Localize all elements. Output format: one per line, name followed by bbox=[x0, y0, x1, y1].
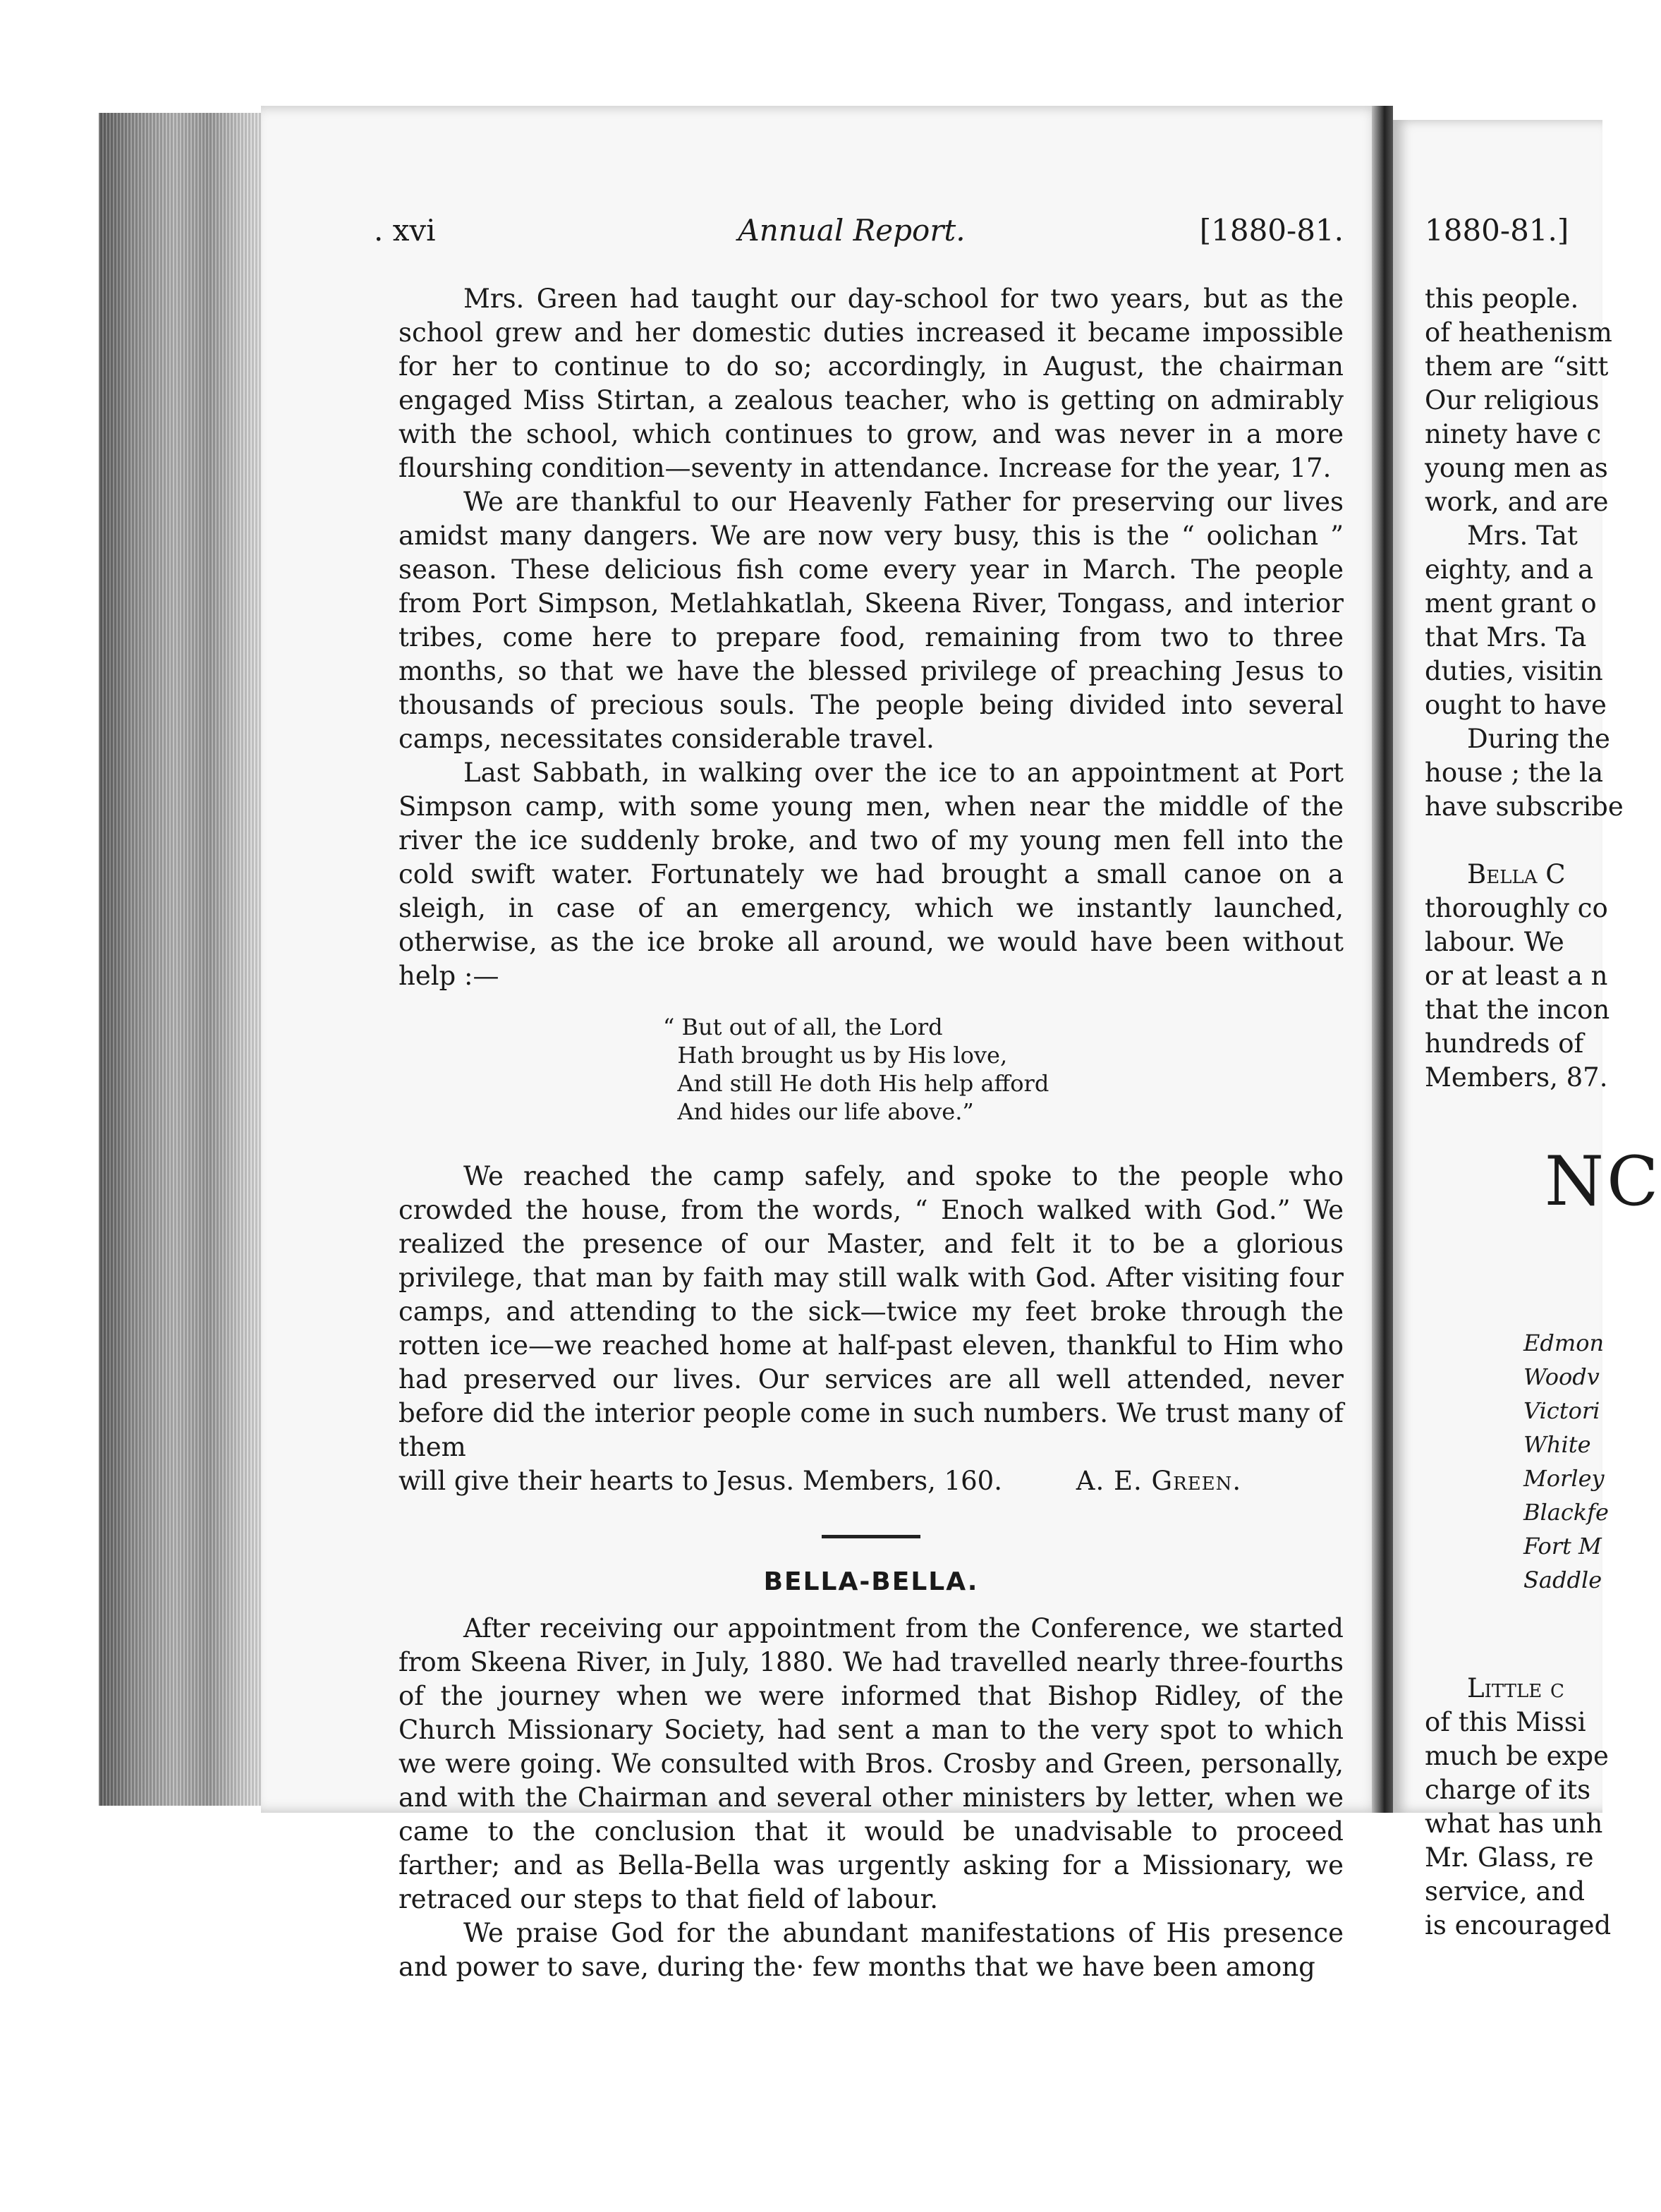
text-line: of this Missi bbox=[1425, 1707, 1586, 1737]
text-line: or at least a n bbox=[1425, 961, 1608, 991]
text-line: During the bbox=[1467, 724, 1610, 754]
text-line: ninety have c bbox=[1425, 419, 1602, 449]
paragraph: Last Sabbath, in walking over the ice to an appointment at Port Simpson camp, with some young men, when near the middle of the river the ice suddenly broke, and two of my young men fell into the cold swift water. Fortunately we had brought a small canoe on a sleigh, in case of an emergency, which we instantly launched, otherwise, as the ice broke all around, we would have been without help :— bbox=[398, 758, 1344, 991]
right-running-head: 1880-81.] bbox=[1425, 213, 1569, 248]
station-item: White bbox=[1523, 1431, 1591, 1458]
paragraph: Mrs. Green had taught our day-school for two years, but as the school grew and her domestic duties increased it became impossible for her to continue to do so; accordingly, in August, the chairman engaged Miss Stirtan, a zealous teacher, who is getting on admirably with the school, which continues to grow, and was never in a more flourshing condition—seventy in attendance. Increase for the year, 17. bbox=[398, 284, 1344, 483]
paragraph: After receiving our appointment from the Conference, we started from Skeena River, in July, 1880. We had travelled nearly three-fourths of the journey when we were informed that Bishop Ridley, of the Church Missionary Society, had sent a man to the very spot to which we were going. We consulted with Bros. Crosby and Green, personally, and with the Chairman and several other ministers by letter, when we came to the conclusion that it would be unadvisable to proceed farther; and as Bella-Bella was urgently asking for a Missionary, we retraced our steps to that field of labour. bbox=[398, 1613, 1344, 1914]
text-line: that Mrs. Ta bbox=[1425, 622, 1587, 652]
text-line: Mrs. Tat bbox=[1467, 521, 1578, 551]
right-text-column-lower bbox=[1425, 1672, 1612, 1943]
text-line: is encouraged bbox=[1425, 1910, 1612, 1940]
poem-line: And hides our life above.” bbox=[663, 1098, 974, 1125]
left-running-head bbox=[360, 206, 1344, 255]
poem-line: “ But out of all, the Lord bbox=[663, 1014, 943, 1040]
text-line: hundreds of bbox=[1425, 1028, 1584, 1059]
text-line bbox=[1425, 824, 1602, 858]
page-number: . xvi bbox=[374, 213, 436, 248]
text-line: Bella C bbox=[1467, 859, 1566, 889]
text-line: them are “sitt bbox=[1425, 351, 1609, 382]
text-line: of heathenism bbox=[1425, 317, 1612, 348]
text-line: young men as bbox=[1425, 453, 1608, 483]
poem-line: And still He doth His help afford bbox=[663, 1070, 1049, 1097]
section-title: BELLA-BELLA. bbox=[763, 1567, 979, 1596]
text-line: Little c bbox=[1467, 1673, 1564, 1703]
left-text-column bbox=[398, 282, 1344, 1984]
text-line: ment grant o bbox=[1425, 588, 1597, 619]
station-item: Morley bbox=[1523, 1465, 1605, 1492]
text-line: charge of its bbox=[1425, 1775, 1591, 1805]
text-line: service, and bbox=[1425, 1876, 1586, 1907]
text-line: this people. bbox=[1425, 284, 1579, 314]
text-line: thoroughly co bbox=[1425, 893, 1608, 923]
book-spine-edge bbox=[99, 113, 268, 1806]
paragraph: We praise God for the abundant manifestations of His presence and power to save, during the· few months that we have been among bbox=[398, 1918, 1344, 1982]
text-line: have subscribe bbox=[1425, 791, 1624, 822]
paragraph: We reached the camp safely, and spoke to the people who crowded the house, from the words, “ Enoch walked with God.” We realized the presence of our Master, and felt it to be a glorious privilege, that man by faith may still walk with God. After visiting four camps, and attending to the sick—twice my feet broke through the rotten ice—we reached home at half-past eleven, thankful to Him who had preserved our lives. Our services are all well attended, never before did the interior people come in such numbers. We trust many of them bbox=[398, 1161, 1344, 1462]
right-section-heading: NC bbox=[1545, 1142, 1661, 1221]
station-list bbox=[1523, 1326, 1609, 1597]
station-item: Fort M bbox=[1523, 1533, 1602, 1560]
section-divider bbox=[822, 1535, 920, 1538]
station-item: Edmon bbox=[1523, 1330, 1605, 1356]
station-item: Saddle bbox=[1523, 1567, 1602, 1593]
text-line: Our religious bbox=[1425, 385, 1600, 415]
station-item: Woodv bbox=[1523, 1363, 1600, 1390]
signature: A. E. Green. bbox=[1076, 1466, 1242, 1496]
station-item: Victori bbox=[1523, 1397, 1600, 1424]
book-gutter bbox=[1372, 106, 1393, 1813]
paragraph: We are thankful to our Heavenly Father for preserving our lives amidst many dangers. We are now very busy, this is the “ oolichan ” season. These delicious fish come every year in March. The people from Port Simpson, Metlahkatlah, Skeena River, Tongass, and interior tribes, come here to prepare food, remaining from two to three months, so that we have the blessed privilege of preaching Jesus to thousands of precious souls. The people being divided into several camps, necessitates considerable travel. bbox=[398, 487, 1344, 754]
text-line: Members, 87. bbox=[1425, 1062, 1608, 1093]
text-line: labour. We bbox=[1425, 927, 1564, 957]
text-line: much be expe bbox=[1425, 1741, 1609, 1771]
text-line: ought to have bbox=[1425, 690, 1607, 720]
text-line: that the incon bbox=[1425, 995, 1610, 1025]
closing-line: will give their hearts to Jesus. Members, 160. bbox=[398, 1466, 1002, 1496]
poem-quote bbox=[663, 1013, 1344, 1126]
text-line: house ; the la bbox=[1425, 758, 1604, 788]
text-line: what has unh bbox=[1425, 1809, 1603, 1839]
text-line: work, and are bbox=[1425, 487, 1609, 517]
right-text-column bbox=[1425, 206, 1624, 1095]
closing-line-with-signature bbox=[398, 1464, 1344, 1498]
text-line: duties, visitin bbox=[1425, 656, 1603, 686]
text-line: Mr. Glass, re bbox=[1425, 1842, 1594, 1873]
running-title: Annual Report. bbox=[738, 213, 966, 248]
station-item: Blackfe bbox=[1523, 1499, 1609, 1526]
running-years: [1880-81. bbox=[1199, 213, 1344, 248]
text-line: eighty, and a bbox=[1425, 554, 1594, 585]
poem-line: Hath brought us by His love, bbox=[663, 1042, 1008, 1069]
